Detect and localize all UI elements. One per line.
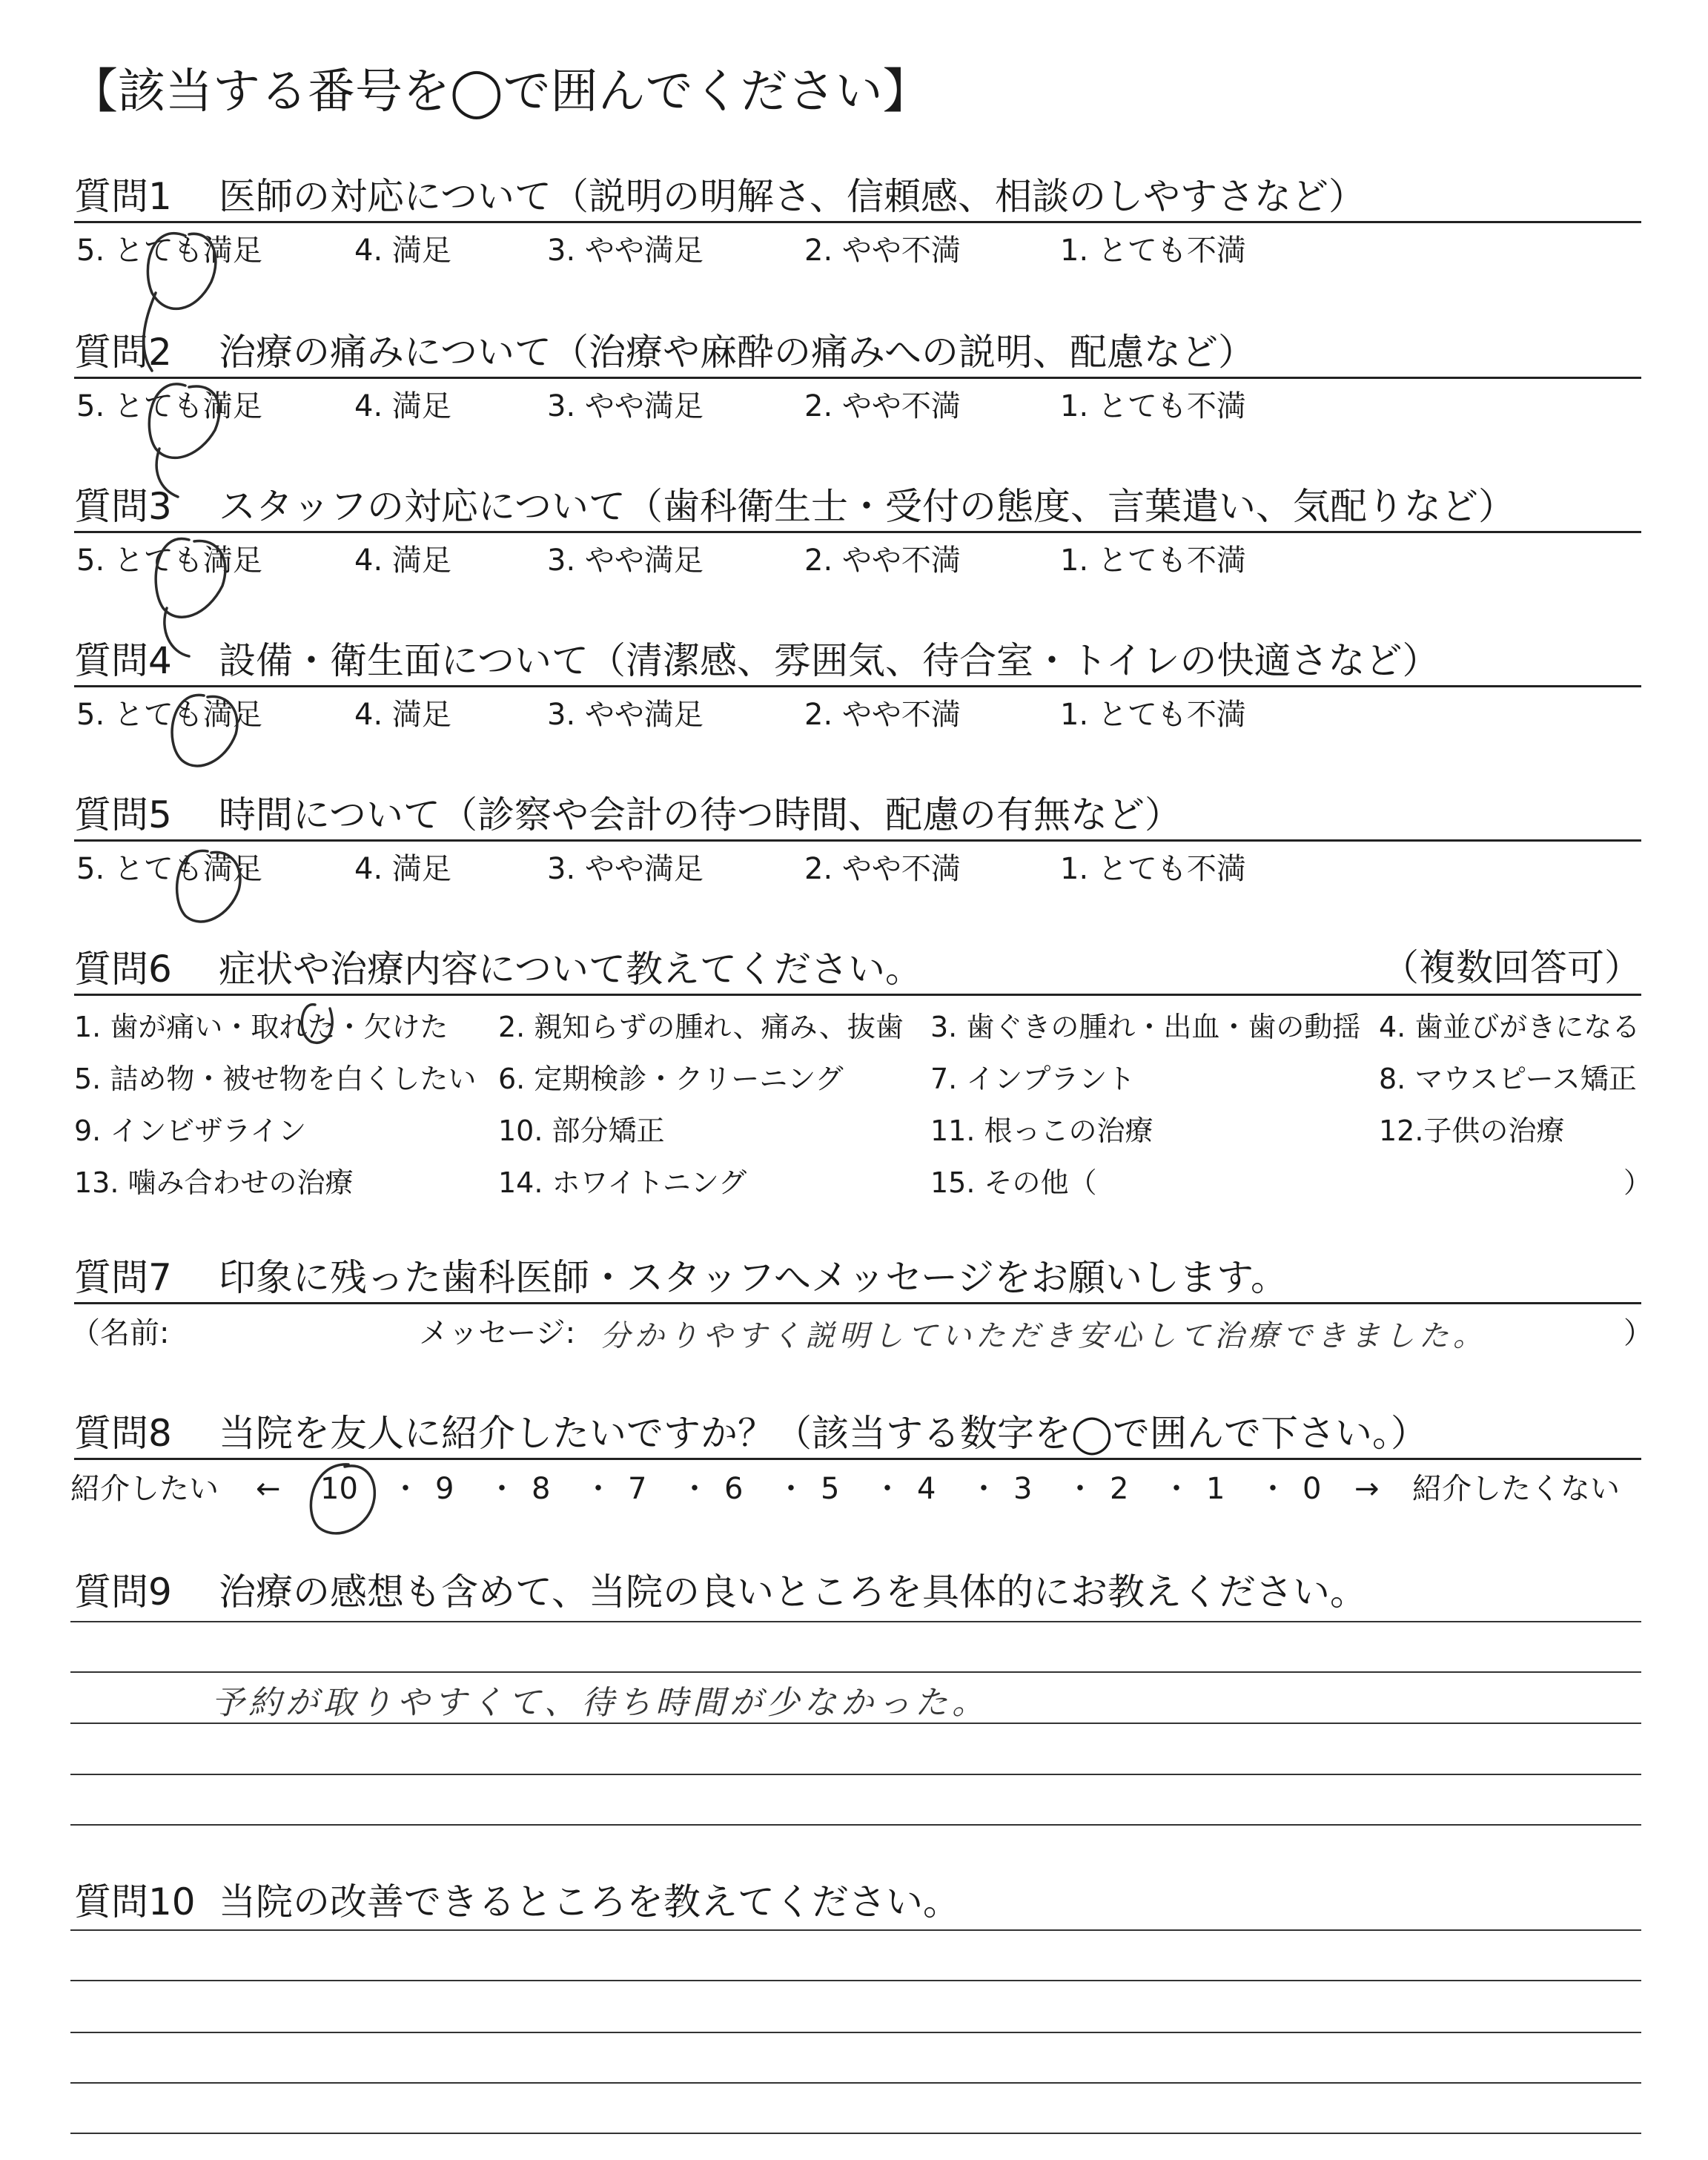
rating-option-4[interactable]: 4. 満足 <box>354 389 451 423</box>
rating-option-2[interactable]: 2. やや不満 <box>804 698 961 732</box>
recommend-left-label: 紹介したい <box>70 1472 219 1506</box>
question-rule <box>74 1302 1641 1304</box>
question-rule <box>74 377 1641 379</box>
rating-option-5[interactable]: 5. とても満足 <box>76 698 262 732</box>
name-label: （名前: <box>70 1316 170 1350</box>
scale-3[interactable]: 3 <box>1013 1472 1033 1506</box>
rating-option-2[interactable]: 2. やや不満 <box>804 234 961 268</box>
left-arrow: ← <box>256 1472 281 1506</box>
question-number: 質問10 <box>74 1880 196 1923</box>
scale-1[interactable]: 1 <box>1206 1472 1225 1506</box>
answer-line <box>70 2032 1641 2033</box>
rating-option-2[interactable]: 2. やや不満 <box>804 389 961 423</box>
question-number: 質問4 <box>74 639 172 682</box>
rating-option-4[interactable]: 4. 満足 <box>354 544 451 578</box>
rating-option-2[interactable]: 2. やや不満 <box>804 852 961 886</box>
question-number: 質問5 <box>74 793 172 836</box>
symptom-option-7[interactable]: 7. インプラント <box>930 1063 1136 1095</box>
symptom-option-3[interactable]: 3. 歯ぐきの腫れ・出血・歯の動揺 <box>930 1011 1361 1043</box>
symptom-option-5[interactable]: 5. 詰め物・被せ物を白くしたい <box>74 1063 477 1095</box>
symptom-option-9[interactable]: 9. インビザライン <box>74 1114 307 1147</box>
scale-8[interactable]: 8 <box>532 1472 551 1506</box>
rating-option-1[interactable]: 1. とても不満 <box>1060 544 1246 578</box>
scale-6[interactable]: 6 <box>724 1472 744 1506</box>
other-close-paren: ） <box>1623 1166 1652 1199</box>
rating-option-5[interactable]: 5. とても満足 <box>76 852 262 886</box>
question-rule <box>74 1458 1641 1460</box>
symptom-option-2[interactable]: 2. 親知らずの腫れ、痛み、抜歯 <box>498 1011 904 1043</box>
rating-option-1[interactable]: 1. とても不満 <box>1060 698 1246 732</box>
rating-option-4[interactable]: 4. 満足 <box>354 234 451 268</box>
recommend-right-label: 紹介したくない <box>1412 1472 1620 1506</box>
question-text: 設備・衛生面について（清潔感、雰囲気、待合室・トイレの快適さなど） <box>219 639 1440 682</box>
rating-option-3[interactable]: 3. やや満足 <box>547 544 704 578</box>
rating-option-5[interactable]: 5. とても満足 <box>76 544 262 578</box>
rating-option-1[interactable]: 1. とても不満 <box>1060 852 1246 886</box>
rating-option-3[interactable]: 3. やや満足 <box>547 852 704 886</box>
good-points-handwritten[interactable]: 予約が取りやすくて、待ち時間が少なかった。 <box>211 1684 990 1722</box>
rating-option-1[interactable]: 1. とても不満 <box>1060 389 1246 423</box>
rating-option-3[interactable]: 3. やや満足 <box>547 389 704 423</box>
scale-2[interactable]: 2 <box>1110 1472 1129 1506</box>
question-text: 時間について（診察や会計の待つ時間、配慮の有無など） <box>219 793 1182 836</box>
scale-dot: ・ <box>487 1472 517 1506</box>
answer-line <box>70 1671 1641 1673</box>
scale-dot: ・ <box>969 1472 999 1506</box>
answer-line <box>70 2133 1641 2134</box>
scale-0[interactable]: 0 <box>1302 1472 1322 1506</box>
question-rule <box>74 221 1641 223</box>
question-number: 質問8 <box>74 1412 172 1455</box>
message-label: メッセージ: <box>419 1316 576 1350</box>
answer-line <box>70 2082 1641 2084</box>
scale-dot: ・ <box>873 1472 902 1506</box>
scale-dot: ・ <box>1258 1472 1288 1506</box>
question-number: 質問9 <box>74 1571 172 1614</box>
symptom-option-11[interactable]: 11. 根っこの治療 <box>930 1114 1153 1147</box>
scale-dot: ・ <box>391 1472 420 1506</box>
question-number: 質問1 <box>74 175 172 218</box>
scale-dot: ・ <box>583 1472 613 1506</box>
question-text: 医師の対応について（説明の明解さ、信頼感、相談のしやすさなど） <box>219 175 1366 218</box>
scale-4[interactable]: 4 <box>917 1472 936 1506</box>
rating-option-4[interactable]: 4. 満足 <box>354 852 451 886</box>
symptom-option-8[interactable]: 8. マウスピース矯正 <box>1379 1063 1637 1095</box>
multiple-answer-note: （複数回答可） <box>1382 946 1641 989</box>
scale-dot: ・ <box>1162 1472 1191 1506</box>
rating-option-2[interactable]: 2. やや不満 <box>804 544 961 578</box>
scale-7[interactable]: 7 <box>628 1472 647 1506</box>
symptom-option-15[interactable]: 15. その他（ <box>930 1166 1097 1199</box>
question-text: 症状や治療内容について教えてください。 <box>219 948 922 991</box>
scale-5[interactable]: 5 <box>821 1472 840 1506</box>
symptom-option-6[interactable]: 6. 定期検診・クリーニング <box>498 1063 844 1095</box>
message-handwritten[interactable]: 分かりやすく説明していただき安心して治療できました。 <box>600 1319 1487 1353</box>
symptom-option-1[interactable]: 1. 歯が痛い・取れた・欠けた <box>74 1011 448 1043</box>
answer-line <box>70 1621 1641 1622</box>
answer-line <box>70 1824 1641 1826</box>
question-text: 当院の改善できるところを教えてください。 <box>219 1880 960 1923</box>
rating-option-3[interactable]: 3. やや満足 <box>547 234 704 268</box>
scale-dot: ・ <box>1065 1472 1095 1506</box>
rating-option-3[interactable]: 3. やや満足 <box>547 698 704 732</box>
rating-option-5[interactable]: 5. とても満足 <box>76 234 262 268</box>
message-close-paren: ） <box>1623 1316 1653 1350</box>
question-number: 質問3 <box>74 485 172 528</box>
question-text: 治療の感想も含めて、当院の良いところを具体的にお教えください。 <box>219 1571 1367 1614</box>
question-rule <box>74 839 1641 842</box>
instruction-heading: 【該当する番号を◯で囲んでください】 <box>70 65 930 119</box>
symptom-option-10[interactable]: 10. 部分矯正 <box>498 1114 665 1147</box>
question-text: スタッフの対応について（歯科衛生士・受付の態度、言葉遣い、気配りなど） <box>219 485 1515 528</box>
rating-option-4[interactable]: 4. 満足 <box>354 698 451 732</box>
symptom-option-13[interactable]: 13. 噛み合わせの治療 <box>74 1166 354 1199</box>
question-text: 治療の痛みについて（治療や麻酔の痛みへの説明、配慮など） <box>219 331 1255 374</box>
right-arrow: → <box>1354 1472 1380 1506</box>
answer-line <box>70 1774 1641 1775</box>
scale-dot: ・ <box>776 1472 806 1506</box>
scale-9[interactable]: 9 <box>435 1472 454 1506</box>
question-number: 質問2 <box>74 331 172 374</box>
question-rule <box>74 685 1641 687</box>
scale-10[interactable]: 10 <box>320 1472 358 1506</box>
answer-line <box>70 1980 1641 1981</box>
symptom-option-4[interactable]: 4. 歯並びがきになる <box>1379 1011 1641 1043</box>
question-text: 印象に残った歯科医師・スタッフへメッセージをお願いします。 <box>219 1256 1288 1299</box>
question-rule <box>74 531 1641 533</box>
question-number: 質問6 <box>74 948 172 991</box>
answer-line <box>70 1929 1641 1931</box>
question-text: 当院を友人に紹介したいですか？（該当する数字を◯で囲んで下さい。） <box>219 1412 1428 1455</box>
scale-dot: ・ <box>680 1472 709 1506</box>
symptom-option-14[interactable]: 14. ホワイトニング <box>498 1166 747 1199</box>
question-number: 質問7 <box>74 1256 172 1299</box>
question-rule <box>74 994 1641 996</box>
rating-option-1[interactable]: 1. とても不満 <box>1060 234 1246 268</box>
rating-option-5[interactable]: 5. とても満足 <box>76 389 262 423</box>
symptom-option-12[interactable]: 12.子供の治療 <box>1379 1114 1565 1147</box>
